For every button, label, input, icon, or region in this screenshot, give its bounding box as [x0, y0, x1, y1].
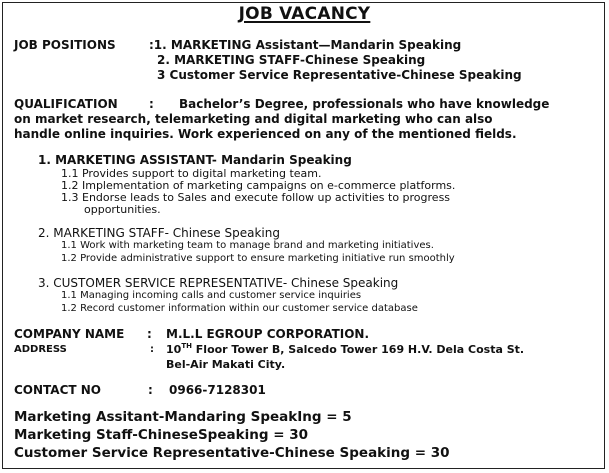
opening-1: Marketing Assitant-Mandaring SpeakIng = 5 [14, 409, 352, 425]
position-item-2: 2. MARKETING STAFF-Chinese Speaking [157, 53, 426, 67]
qualification-label: QUALIFICATION [14, 97, 118, 111]
address-line-1: 10TH Floor Tower B, Salcedo Tower 169 H.V. Dela Costa St. [166, 342, 525, 356]
page-title: JOB VACANCY [238, 4, 371, 24]
section1-item-3: 1.3 Endorse leads to Sales and execute follow up activities to progress [61, 191, 451, 204]
section1-item-3-cont: opportunities. [84, 203, 161, 216]
contact-label: CONTACT NO [14, 383, 102, 397]
section1-heading: 1. MARKETING ASSISTANT- Mandarin Speaking [38, 153, 352, 167]
qualification-line-3: handle online inquiries. Work experienced on any of the mentioned fields. [14, 127, 517, 141]
job-positions-label: JOB POSITIONS [14, 38, 116, 52]
company-name: M.L.L EGROUP CORPORATION. [166, 327, 370, 341]
section3-item-1: 1.1 Managing incoming calls and customer service inquiries [61, 290, 362, 301]
section3-item-2: 1.2 Record customer information within our customer service database [61, 303, 418, 314]
qualification-line-1: Bachelor’s Degree, professionals who have knowledge [179, 97, 550, 111]
section2-item-2: 1.2 Provide administrative support to ensure marketing initiative run smoothly [61, 253, 455, 264]
section2-item-1: 1.1 Work with marketing team to manage brand and marketing initiatives. [61, 240, 434, 251]
address-colon: : [150, 344, 154, 355]
section3-heading: 3. CUSTOMER SERVICE REPRESENTATIVE- Chinese Speaking [38, 276, 399, 290]
qualification-colon: : [149, 97, 154, 111]
position-item-1: :1. MARKETING Assistant—Mandarin Speaking [149, 38, 462, 52]
contact-colon: : [148, 383, 153, 397]
opening-3: Customer Service Representative-Chinese Speaking = 30 [14, 445, 450, 461]
section1-item-2: 1.2 Implementation of marketing campaigns on e-commerce platforms. [61, 179, 456, 192]
company-name-colon: : [147, 327, 152, 341]
contact-number: 0966-7128301 [169, 383, 266, 397]
section2-heading: 2. MARKETING STAFF- Chinese Speaking [38, 226, 280, 240]
company-name-label: COMPANY NAME [14, 327, 125, 341]
address-line-2: Bel-Air Makati City. [166, 358, 286, 371]
address-label: ADDRESS [14, 344, 67, 355]
position-item-3: 3 Customer Service Representative-Chinese Speaking [157, 68, 522, 82]
opening-2: Marketing Staff-ChineseSpeaking = 30 [14, 427, 308, 443]
section1-item-1: 1.1 Provides support to digital marketing team. [61, 167, 322, 180]
qualification-line-2: on market research, telemarketing and digital marketing who can also [14, 112, 493, 126]
